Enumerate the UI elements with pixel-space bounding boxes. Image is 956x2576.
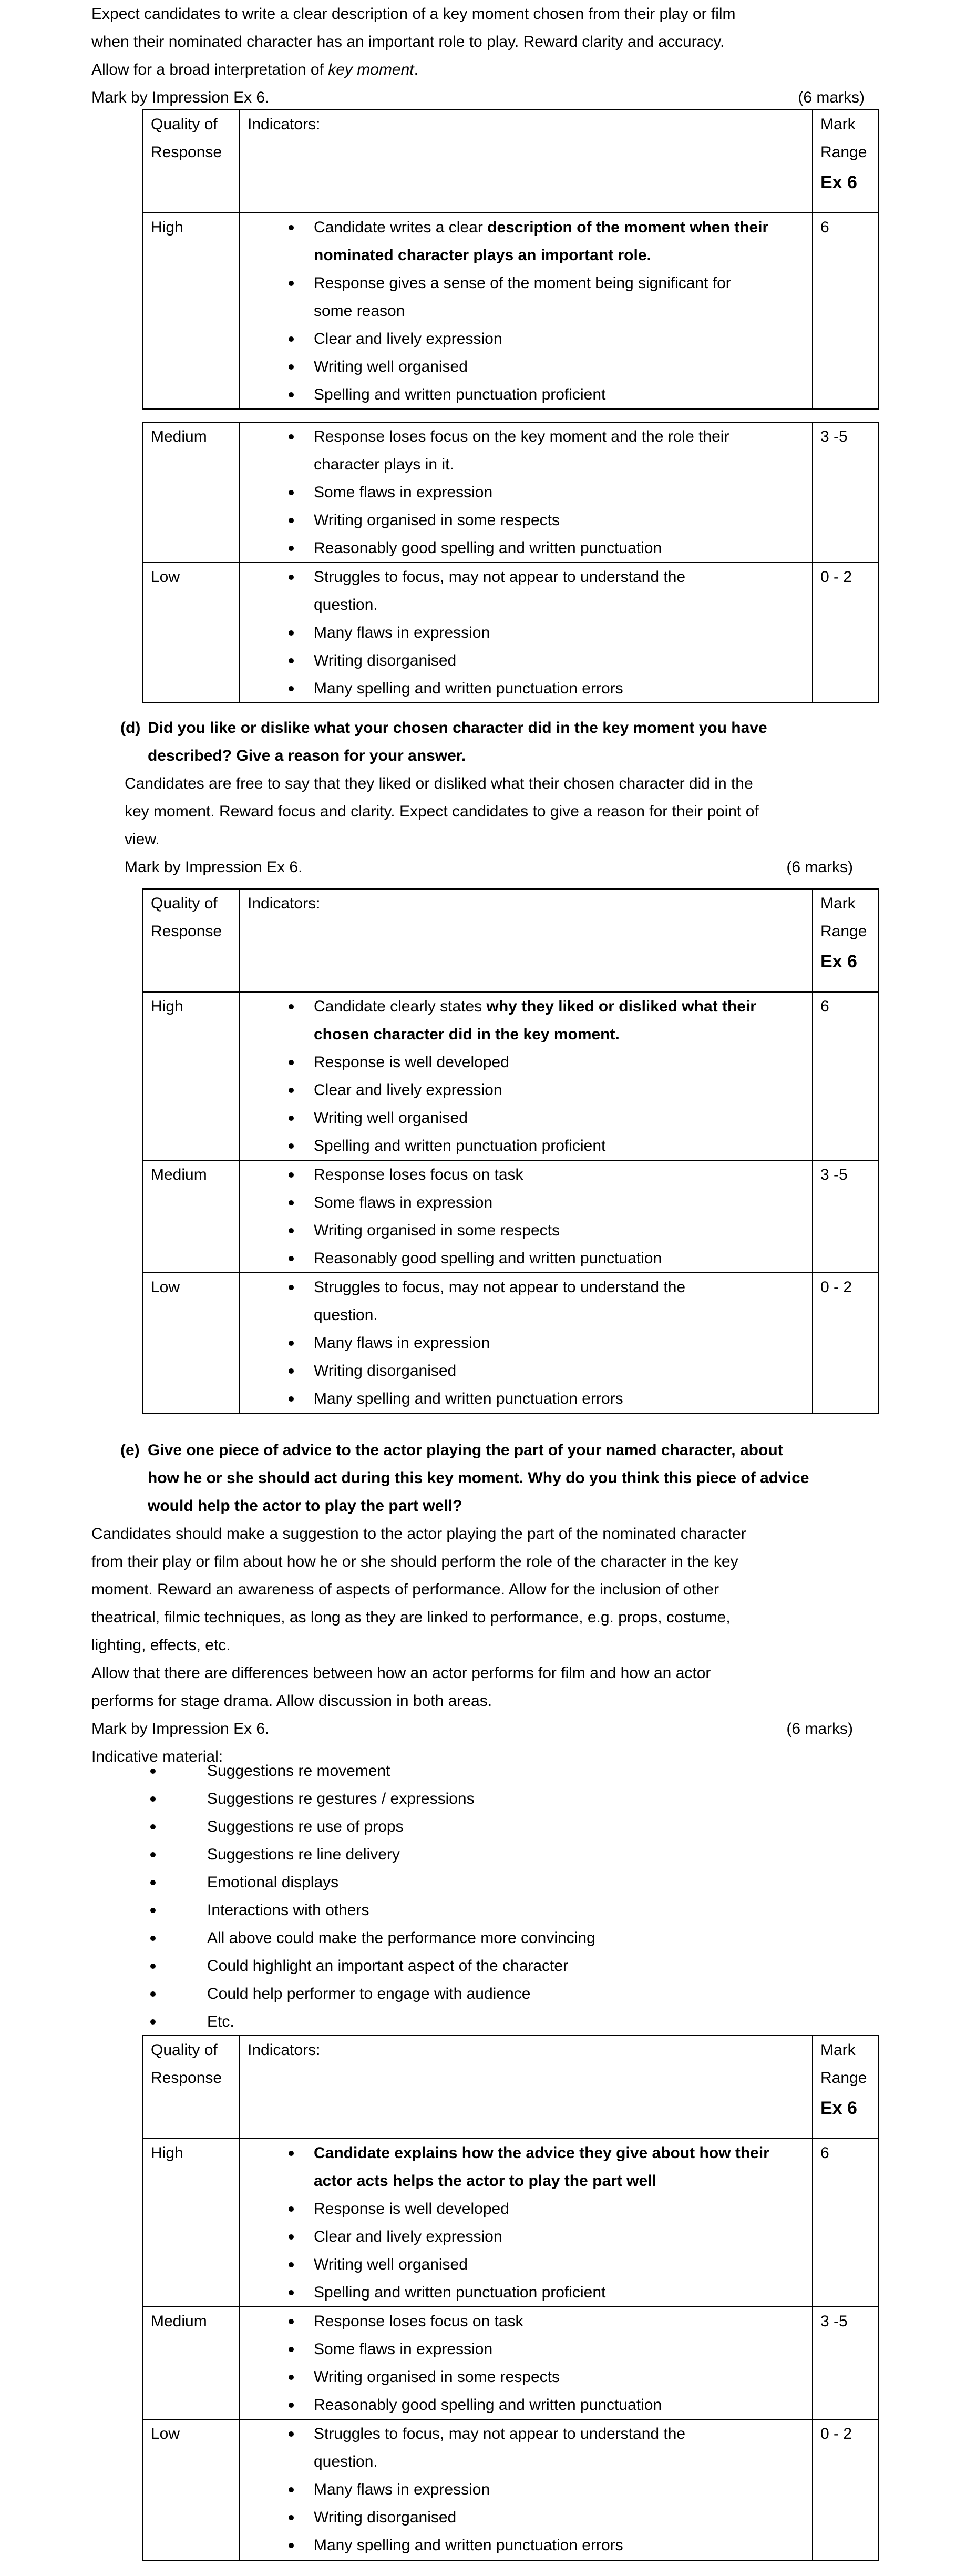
level-cell [143,2139,240,2307]
mark-range-cell [813,2139,879,2307]
level-cell [143,1273,240,1414]
question-e-line-2: how he or she should act during this key moment. Why do you think this piece of advice [148,1469,809,1487]
header-quality: Quality of [151,2041,218,2059]
indicators-cell [240,1273,813,1414]
mark-range-value: 0 - 2 [820,1279,852,1296]
header-range: Range [820,2069,867,2087]
grid-row-low [143,2419,879,2560]
header-mark: Mark [820,116,856,133]
level-cell [143,1160,240,1273]
mark-range-value: 3 -5 [820,1166,848,1183]
header-response: Response [151,2069,222,2087]
header-response: Response [151,923,222,940]
indicative-item: Interactions with others [91,1896,595,1924]
indicators-cell [240,213,813,409]
question-d-label: (d) [120,719,141,737]
mark-range-value: 6 [820,998,829,1015]
header-indicators: Indicators: [248,895,321,912]
header-mark-range-cell [813,110,879,213]
indicator-item: Response is well developed [248,2195,773,2223]
indicators-cell [240,422,813,563]
indicator-item: Many flaws in expression [248,1329,710,1357]
intro-line-3-end: . [414,61,418,78]
header-response: Response [151,144,222,161]
level-label: Low [151,568,180,586]
indicator-item: Many spelling and written punctuation errors [248,674,710,702]
mark-range-cell [813,422,879,563]
indicative-item: Suggestions re line delivery [91,1841,595,1868]
marking-grid-c-lower [142,422,879,703]
mark-range-value: 0 - 2 [820,568,852,586]
intro-line-2: when their nominated character has an important role to play. Reward clarity and accuracy. [91,33,725,50]
indicators-cell [240,2419,813,2560]
grid-header-row [143,110,879,213]
mark-range-value: 3 -5 [820,2313,848,2330]
guidance-e-line-1: Candidates should make a suggestion to the actor playing the part of the nominated character [91,1525,746,1542]
indicator-item: Clear and lively expression [248,325,773,353]
indicator-item: Many flaws in expression [248,619,710,647]
header-ex6: Ex 6 [820,2098,857,2118]
indicator-item: Response gives a sense of the moment being significant for some reason [248,269,773,325]
indicative-item: Could help performer to engage with audience [91,1980,595,2008]
indicator-list [248,1273,710,1413]
header-mark: Mark [820,895,856,912]
header-mark: Mark [820,2041,856,2059]
indicator-item: Writing organised in some respects [248,506,784,534]
indicator-item: Some flaws in expression [248,1189,805,1217]
marks-total: (6 marks) [786,1720,853,1737]
marking-grid-e [142,2035,879,2561]
indicative-item: Emotional displays [91,1868,595,1896]
indicator-item: Response loses focus on the key moment and the role their character plays in it. [248,423,784,478]
indicator-text: Candidate clearly states [314,998,487,1015]
header-ex6: Ex 6 [820,172,857,192]
question-e-label: (e) [120,1442,140,1459]
indicator-text: Candidate writes a clear [314,219,488,236]
question-e-line-1: Give one piece of advice to the actor playing the part of your named character, about [148,1442,783,1459]
indicator-item: Reasonably good spelling and written punctuation [248,1244,805,1272]
level-cell [143,992,240,1160]
indicator-item: Clear and lively expression [248,1076,773,1104]
indicator-item: Many spelling and written punctuation errors [248,2531,710,2559]
indicator-list [248,2420,710,2559]
indicator-item: Struggles to focus, may not appear to understand the question. [248,563,710,619]
intro-line-3 [91,56,418,84]
header-quality: Quality of [151,116,218,133]
level-label: High [151,2144,183,2162]
guidance-e-line-5: lighting, effects, etc. [91,1637,231,1654]
question-e-line-3: would help the actor to play the part well? [148,1497,462,1515]
indicator-item: Writing well organised [248,1104,773,1132]
header-quality-cell [143,2036,240,2139]
level-label: Medium [151,1166,207,1183]
mark-by-impression: Mark by Impression Ex 6. [91,1720,270,1737]
guidance-e-line-7: performs for stage drama. Allow discussion in both areas. [91,1692,492,1710]
header-mark-range-cell [813,2036,879,2139]
indicators-cell [240,2139,813,2307]
indicator-list [248,423,784,562]
mark-range-cell [813,2307,879,2419]
indicator-list [248,563,710,702]
indicator-item: Writing disorganised [248,2503,710,2531]
mark-range-cell [813,563,879,703]
indicative-item: Suggestions re movement [91,1757,595,1785]
header-indicators: Indicators: [248,116,321,133]
level-label: High [151,219,183,236]
indicative-item: Suggestions re use of props [91,1813,595,1841]
level-cell [143,213,240,409]
mark-range-cell [813,2419,879,2560]
level-cell [143,563,240,703]
level-cell [143,422,240,563]
guidance-e-line-2: from their play or film about how he or she should perform the role of the character in the key [91,1553,738,1570]
header-range: Range [820,923,867,940]
header-indicators-cell [240,889,813,992]
indicator-item: Reasonably good spelling and written punctuation [248,2391,805,2419]
grid-header-row [143,2036,879,2139]
guidance-d-line-2: key moment. Reward focus and clarity. Expect candidates to give a reason for their point of [125,803,759,820]
indicator-item: Response is well developed [248,1048,773,1076]
indicator-item [248,213,773,269]
indicative-item: Etc. [91,2008,595,2036]
guidance-d-line-3: view. [125,831,160,848]
marking-grid-d [142,888,879,1414]
header-quality-cell [143,889,240,992]
indicator-item: Response loses focus on task [248,1161,805,1189]
indicator-item: Many flaws in expression [248,2476,710,2503]
level-cell [143,2307,240,2419]
grid-row-low [143,1273,879,1414]
level-label: Medium [151,428,207,445]
header-range: Range [820,144,867,161]
indicators-cell [240,563,813,703]
intro-line-3-text: Allow for a broad interpretation of [91,61,328,78]
grid-row-high [143,2139,879,2307]
indicator-item: Spelling and written punctuation proficient [248,2278,773,2306]
mark-by-impression: Mark by Impression Ex 6. [91,89,270,106]
marks-total: (6 marks) [798,89,865,106]
grid-row-low [143,563,879,703]
indicator-item: Response loses focus on task [248,2307,805,2335]
grid-header-row [143,889,879,992]
indicator-item: Reasonably good spelling and written punctuation [248,534,784,562]
indicator-list [248,2307,805,2419]
question-d-line-1: Did you like or dislike what your chosen character did in the key moment you have [148,719,767,737]
level-label: High [151,998,183,1015]
header-ex6: Ex 6 [820,952,857,972]
mark-range-value: 3 -5 [820,428,848,445]
header-quality-cell [143,110,240,213]
grid-row-medium [143,422,879,563]
indicators-cell [240,2307,813,2419]
mark-range-cell [813,992,879,1160]
indicator-list [248,993,773,1160]
mark-range-value: 6 [820,219,829,236]
header-indicators-cell [240,110,813,213]
guidance-e-line-3: moment. Reward an awareness of aspects of performance. Allow for the inclusion of other [91,1581,719,1598]
grid-row-high [143,992,879,1160]
indicator-item: Spelling and written punctuation proficient [248,1132,773,1160]
level-cell [143,2419,240,2560]
indicator-item: Writing disorganised [248,1357,710,1385]
indicator-item: Struggles to focus, may not appear to understand the question. [248,2420,710,2476]
indicator-emphasis: description of the moment when their nominated character plays an important role. [314,219,769,264]
indicator-item: Spelling and written punctuation proficient [248,381,773,408]
guidance-e-line-6: Allow that there are differences between how an actor performs for film and how an actor [91,1664,711,1682]
header-quality: Quality of [151,895,218,912]
question-d-line-2: described? Give a reason for your answer. [148,747,466,764]
indicator-item: Some flaws in expression [248,2335,805,2363]
intro-key-moment: key moment [328,61,414,78]
indicator-list [248,1161,805,1272]
indicator-item: Writing well organised [248,2251,773,2278]
indicative-item: All above could make the performance more convincing [91,1924,595,1952]
indicator-item: Writing organised in some respects [248,2363,805,2391]
header-indicators-cell [240,2036,813,2139]
indicative-item: Suggestions re gestures / expressions [91,1785,595,1813]
indicative-material-list [91,1757,595,2036]
indicators-cell [240,1160,813,1273]
grid-row-high [143,213,879,409]
indicator-item [248,993,773,1048]
indicator-item: Writing disorganised [248,647,710,674]
indicator-item: Clear and lively expression [248,2223,773,2251]
mark-range-value: 0 - 2 [820,2425,852,2442]
header-mark-range-cell [813,889,879,992]
indicator-list [248,213,773,408]
level-label: Medium [151,2313,207,2330]
header-indicators: Indicators: [248,2041,321,2059]
mark-range-cell [813,1273,879,1414]
indicator-item: Writing organised in some respects [248,1217,805,1244]
marking-grid-c-high [142,109,879,410]
grid-row-medium [143,2307,879,2419]
intro-line-1: Expect candidates to write a clear description of a key moment chosen from their play or film [91,5,736,23]
indicative-item: Could highlight an important aspect of the character [91,1952,595,1980]
indicator-list [248,2139,773,2306]
indicator-item: Many spelling and written punctuation errors [248,1385,710,1413]
indicator-item: Candidate explains how the advice they give about how their actor acts helps the actor to play the part well [248,2139,773,2195]
indicator-item: Struggles to focus, may not appear to understand the question. [248,1273,710,1329]
indicative-material-heading: Indicative material: [91,1748,223,1765]
indicator-emphasis: why they liked or disliked what their chosen character did in the key moment. [314,998,756,1043]
indicators-cell [240,992,813,1160]
mark-by-impression: Mark by Impression Ex 6. [125,858,303,876]
guidance-d-line-1: Candidates are free to say that they liked or disliked what their chosen character did in the [125,775,753,792]
level-label: Low [151,2425,180,2442]
marks-total: (6 marks) [786,858,853,876]
mark-range-cell [813,213,879,409]
mark-range-cell [813,1160,879,1273]
guidance-e-line-4: theatrical, filmic techniques, as long as they are linked to performance, e.g. props, costume, [91,1609,731,1626]
level-label: Low [151,1279,180,1296]
mark-range-value: 6 [820,2144,829,2162]
indicator-item: Some flaws in expression [248,478,784,506]
indicator-item: Writing well organised [248,353,773,381]
grid-row-medium [143,1160,879,1273]
